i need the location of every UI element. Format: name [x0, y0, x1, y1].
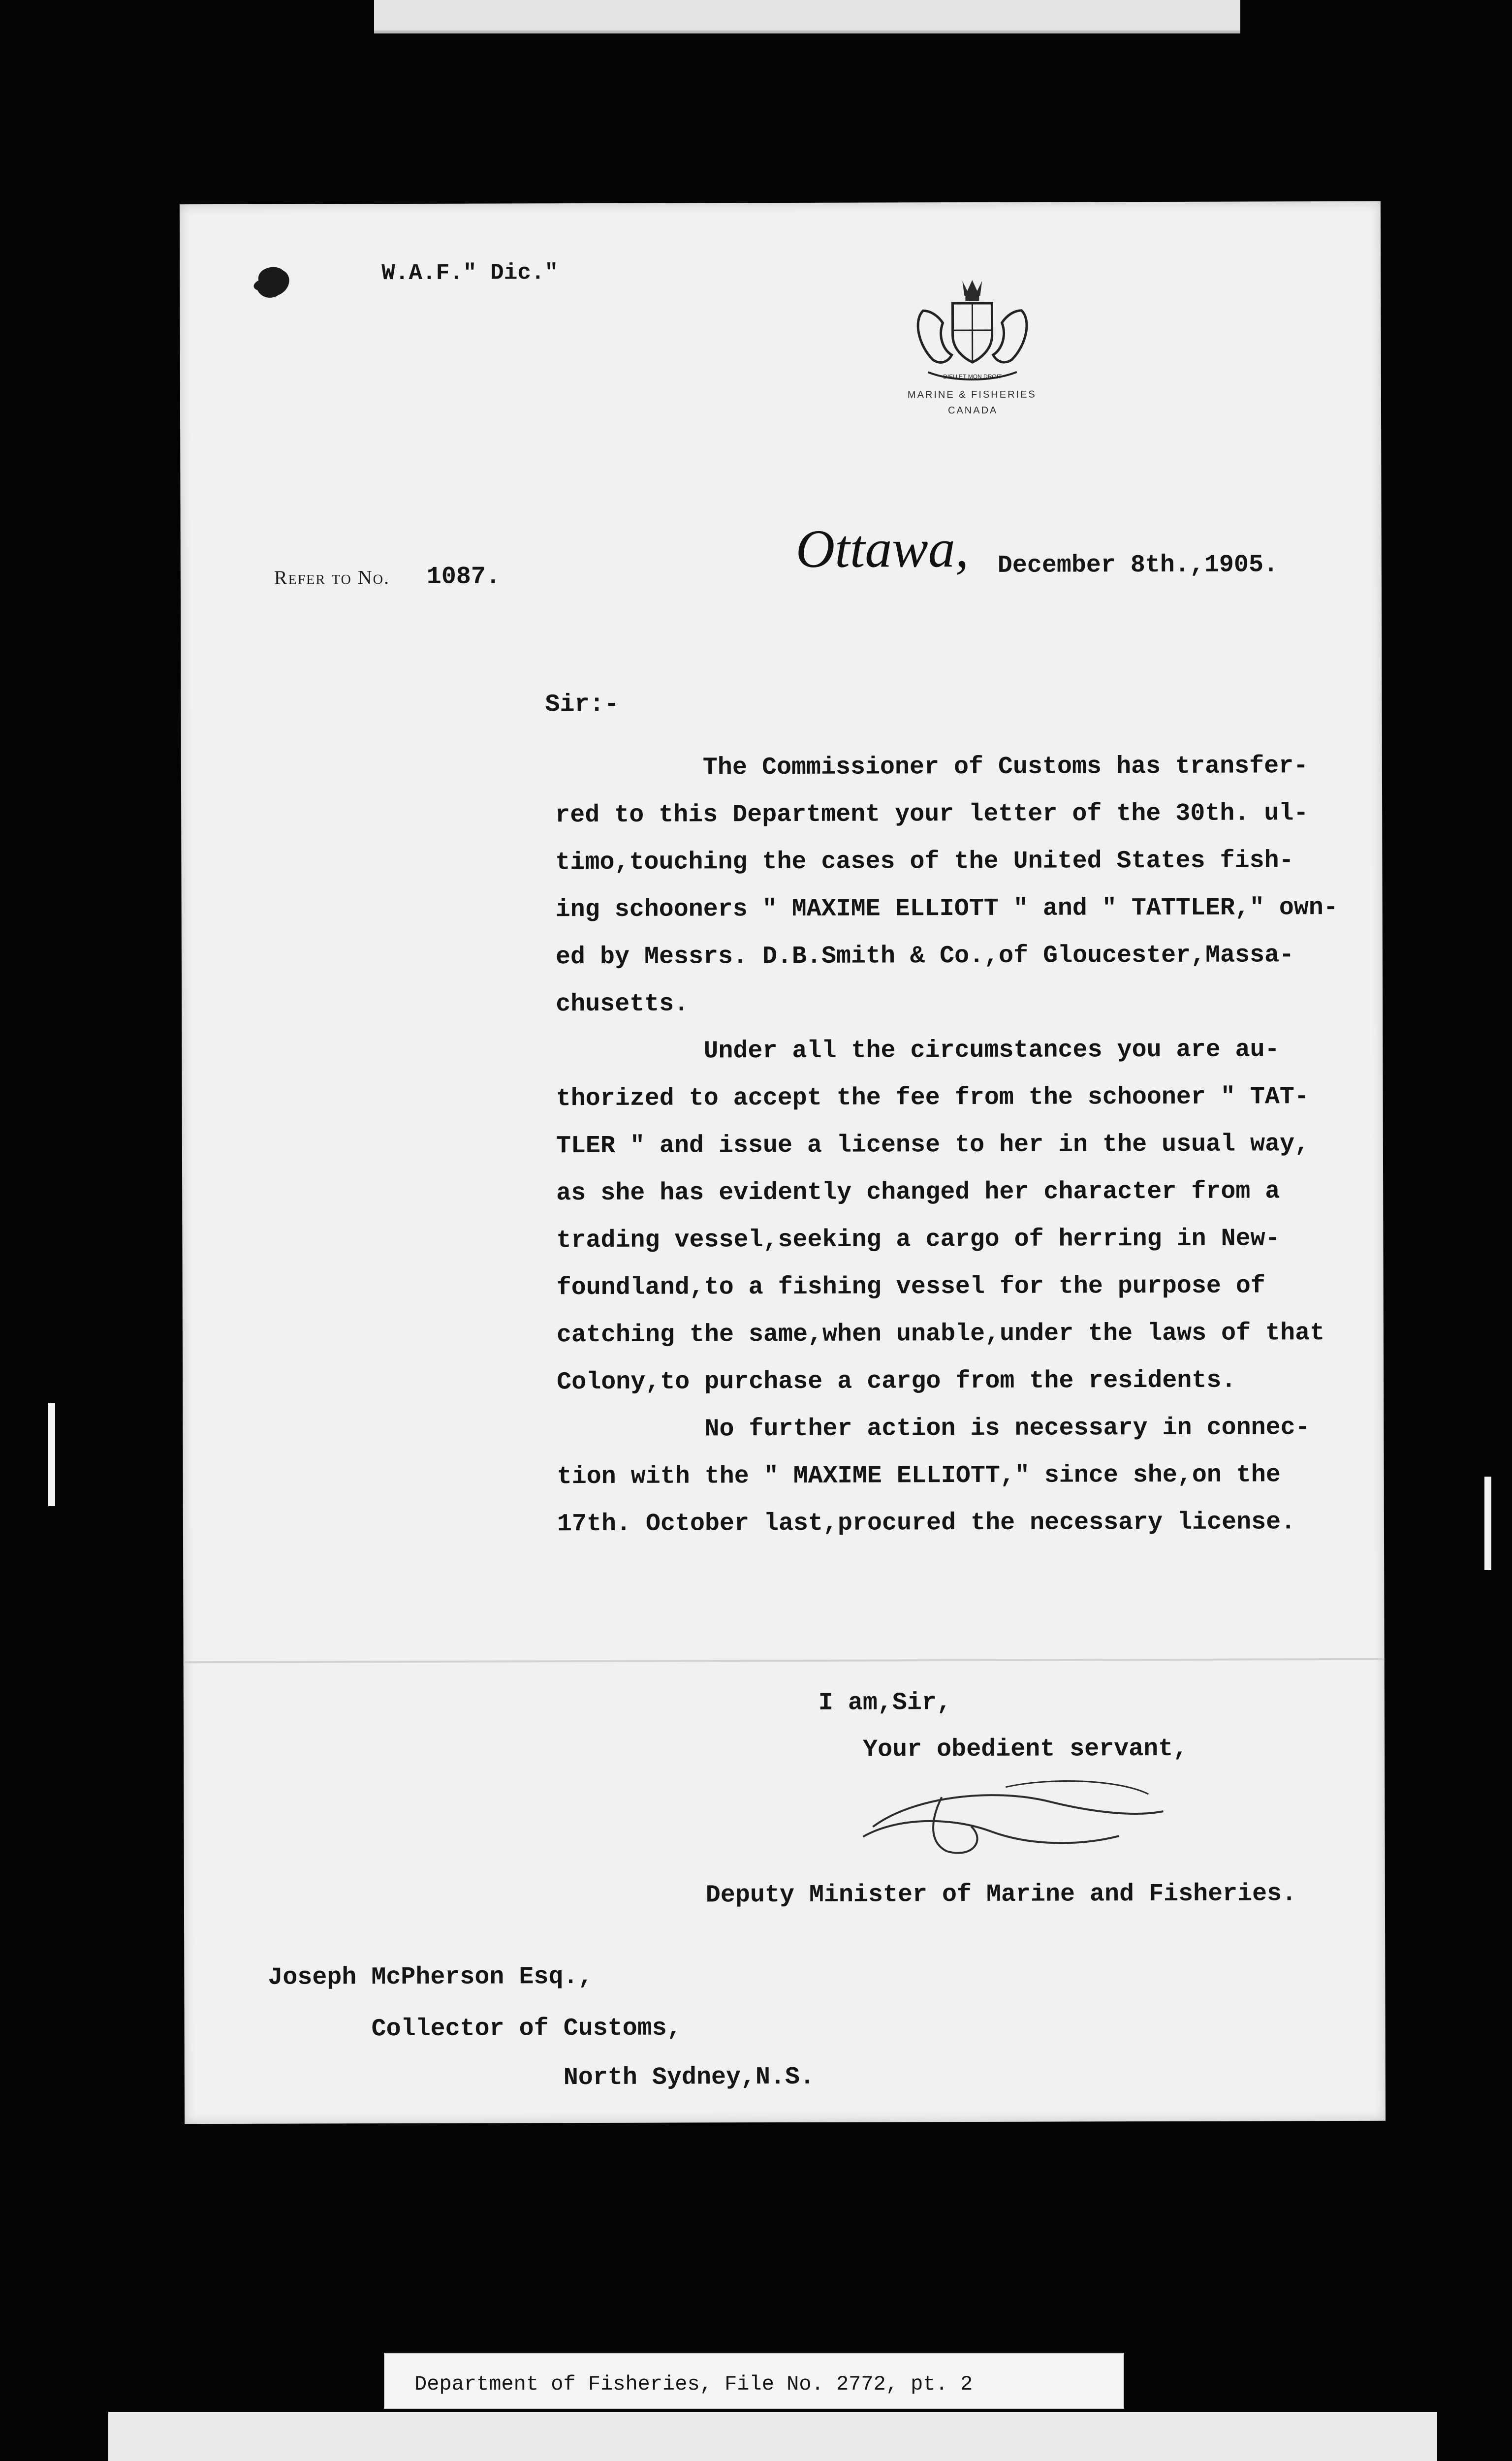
addressee-place: North Sydney,N.S. — [563, 2063, 815, 2092]
previous-page-edge — [374, 0, 1240, 33]
fold-crease — [184, 1658, 1385, 1663]
file-reference-slip — [384, 2353, 1124, 2409]
body-line: tion with the " MAXIME ELLIOTT," since she,on the — [557, 1461, 1281, 1491]
left-frame-mark — [48, 1403, 55, 1506]
body-line: No further action is necessary in connec- — [704, 1414, 1310, 1444]
body-line: timo,touching the cases of the United States fish- — [555, 847, 1294, 877]
body-line: red to this Department your letter of the 30th. ul- — [555, 799, 1309, 830]
body-line: thorized to accept the fee from the schooner " TAT- — [556, 1083, 1309, 1113]
addressee-title: Collector of Customs, — [371, 2014, 682, 2044]
place-script: Ottawa, — [795, 518, 969, 579]
letter-page — [180, 201, 1386, 2124]
coat-of-arms-icon — [893, 276, 1051, 395]
body-line: Colony,to purchase a cargo from the residents. — [557, 1366, 1236, 1397]
salutation: Sir:- — [545, 690, 619, 719]
body-line: The Commissioner of Customs has transfer- — [702, 752, 1309, 782]
body-line: ing schooners " MAXIME ELLIOTT " and " TATTLER," own- — [555, 894, 1338, 924]
body-line: foundland,to a fishing vessel for the purpose of — [556, 1272, 1265, 1302]
body-line: chusetts. — [556, 990, 689, 1019]
body-line: 17th. October last,procured the necessary license. — [557, 1508, 1296, 1539]
closing-line-1: I am,Sir, — [818, 1689, 951, 1717]
letter-body — [555, 743, 1364, 1548]
body-line: Under all the circumstances you are au- — [703, 1036, 1280, 1066]
body-line: trading vessel,seeking a cargo of herring in New- — [556, 1225, 1280, 1255]
refer-to-label: Refer to No. — [274, 566, 390, 589]
addressee-name: Joseph McPherson Esq., — [268, 1963, 593, 1992]
crest-motto: DIEU ET MON DROIT — [943, 373, 1002, 380]
body-line: TLER " and issue a license to her in the usual way, — [556, 1130, 1310, 1161]
right-frame-mark — [1484, 1477, 1491, 1570]
crest-caption-line1: MARINE & FISHERIES — [907, 389, 1037, 401]
signer-title: Deputy Minister of Marine and Fisheries. — [705, 1880, 1297, 1910]
public-archives-card — [108, 2412, 1437, 2461]
refer-to-number: 1087. — [426, 563, 501, 591]
closing-line-2: Your obedient servant, — [863, 1735, 1188, 1764]
ink-blot — [249, 261, 298, 305]
letter-date: December 8th.,1905. — [997, 551, 1278, 580]
body-line: ed by Messrs. D.B.Smith & Co.,of Gloucester,Massa- — [555, 941, 1294, 972]
handwritten-signature — [843, 1767, 1198, 1866]
body-line: as she has evidently changed her character from a — [556, 1177, 1280, 1208]
body-line: catching the same,when unable,under the laws of that — [556, 1319, 1325, 1350]
file-reference-text: Department of Fisheries, File No. 2772, pt. 2 — [414, 2372, 973, 2396]
crest-caption-line2: CANADA — [947, 405, 998, 416]
dictation-reference: W.A.F." Dic." — [381, 260, 559, 286]
